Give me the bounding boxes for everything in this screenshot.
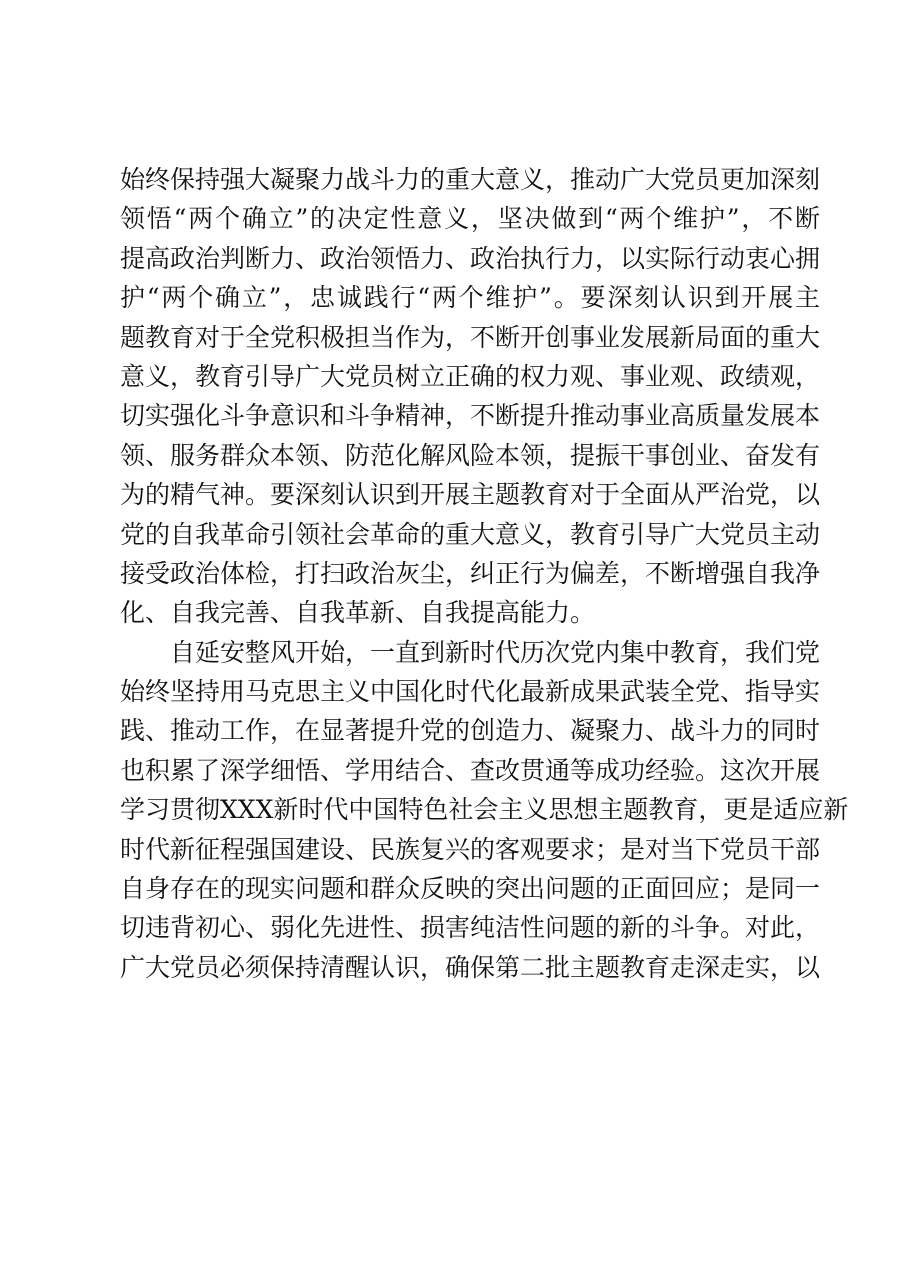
paragraph-2-line-2: 始终坚持用马克思主义中国化时代化最新成果武装全党、指导实 [120, 677, 821, 707]
paragraph-2-line-9: 广大党员必须保持清醒认识，确保第二批主题教育走深走实，以 [120, 952, 821, 982]
paragraph-1-line-4: 护“两个确立”，忠诚践行“两个维护”。要深刻认识到开展主 [120, 283, 820, 313]
paragraph-1-line-2: 领悟“两个确立”的决定性意义，坚决做到“两个维护”，不断 [120, 204, 820, 234]
paragraph-1-line-11: 接受政治体检，打扫政治灰尘，纠正行为偏差，不断增强自我净 [120, 558, 821, 588]
paragraph-1-line-3: 提高政治判断力、政治领悟力、政治执行力，以实际行动衷心拥 [120, 243, 821, 273]
paragraph-2-line-7: 自身存在的现实问题和群众反映的突出问题的正面回应；是同一 [120, 874, 821, 904]
paragraph-2-line-5: 学习贯彻XXX新时代中国特色社会主义思想主题教育，更是适应新 [120, 795, 849, 825]
paragraph-1-line-8: 领、服务群众本领、防范化解风险本领，提振干事创业、奋发有 [120, 440, 821, 470]
paragraph-1-line-10: 党的自我革命引领社会革命的重大意义，教育引导广大党员主动 [120, 519, 821, 549]
paragraph-2-line-4: 也积累了深学细悟、学用结合、查改贯通等成功经验。这次开展 [120, 755, 821, 785]
paragraph-1-line-9: 为的精气神。要深刻认识到开展主题教育对于全面从严治党，以 [120, 480, 821, 510]
paragraph-1-line-12: 化、自我完善、自我革新、自我提高能力。 [120, 598, 596, 628]
paragraph-2-line-3: 践、推动工作，在显著提升党的创造力、凝聚力、战斗力的同时 [120, 716, 821, 746]
paragraph-2-line-1: 自延安整风开始，一直到新时代历次党内集中教育，我们党 [120, 637, 821, 667]
body-text [120, 160, 849, 987]
paragraph-1-line-5: 题教育对于全党积极担当作为，不断开创事业发展新局面的重大 [120, 322, 821, 352]
paragraph-2-line-8: 切违背初心、弱化先进性、损害纯洁性问题的新的斗争。对此， [120, 913, 821, 943]
paragraph-1-line-1: 始终保持强大凝聚力战斗力的重大意义，推动广大党员更加深刻 [120, 165, 821, 194]
paragraph-1-line-6: 意义，教育引导广大党员树立正确的权力观、事业观、政绩观， [120, 361, 821, 391]
paragraph-2-line-6: 时代新征程强国建设、民族复兴的客观要求；是对当下党员干部 [120, 834, 821, 864]
paragraph-1-line-7: 切实强化斗争意识和斗争精神，不断提升推动事业高质量发展本 [120, 401, 821, 431]
